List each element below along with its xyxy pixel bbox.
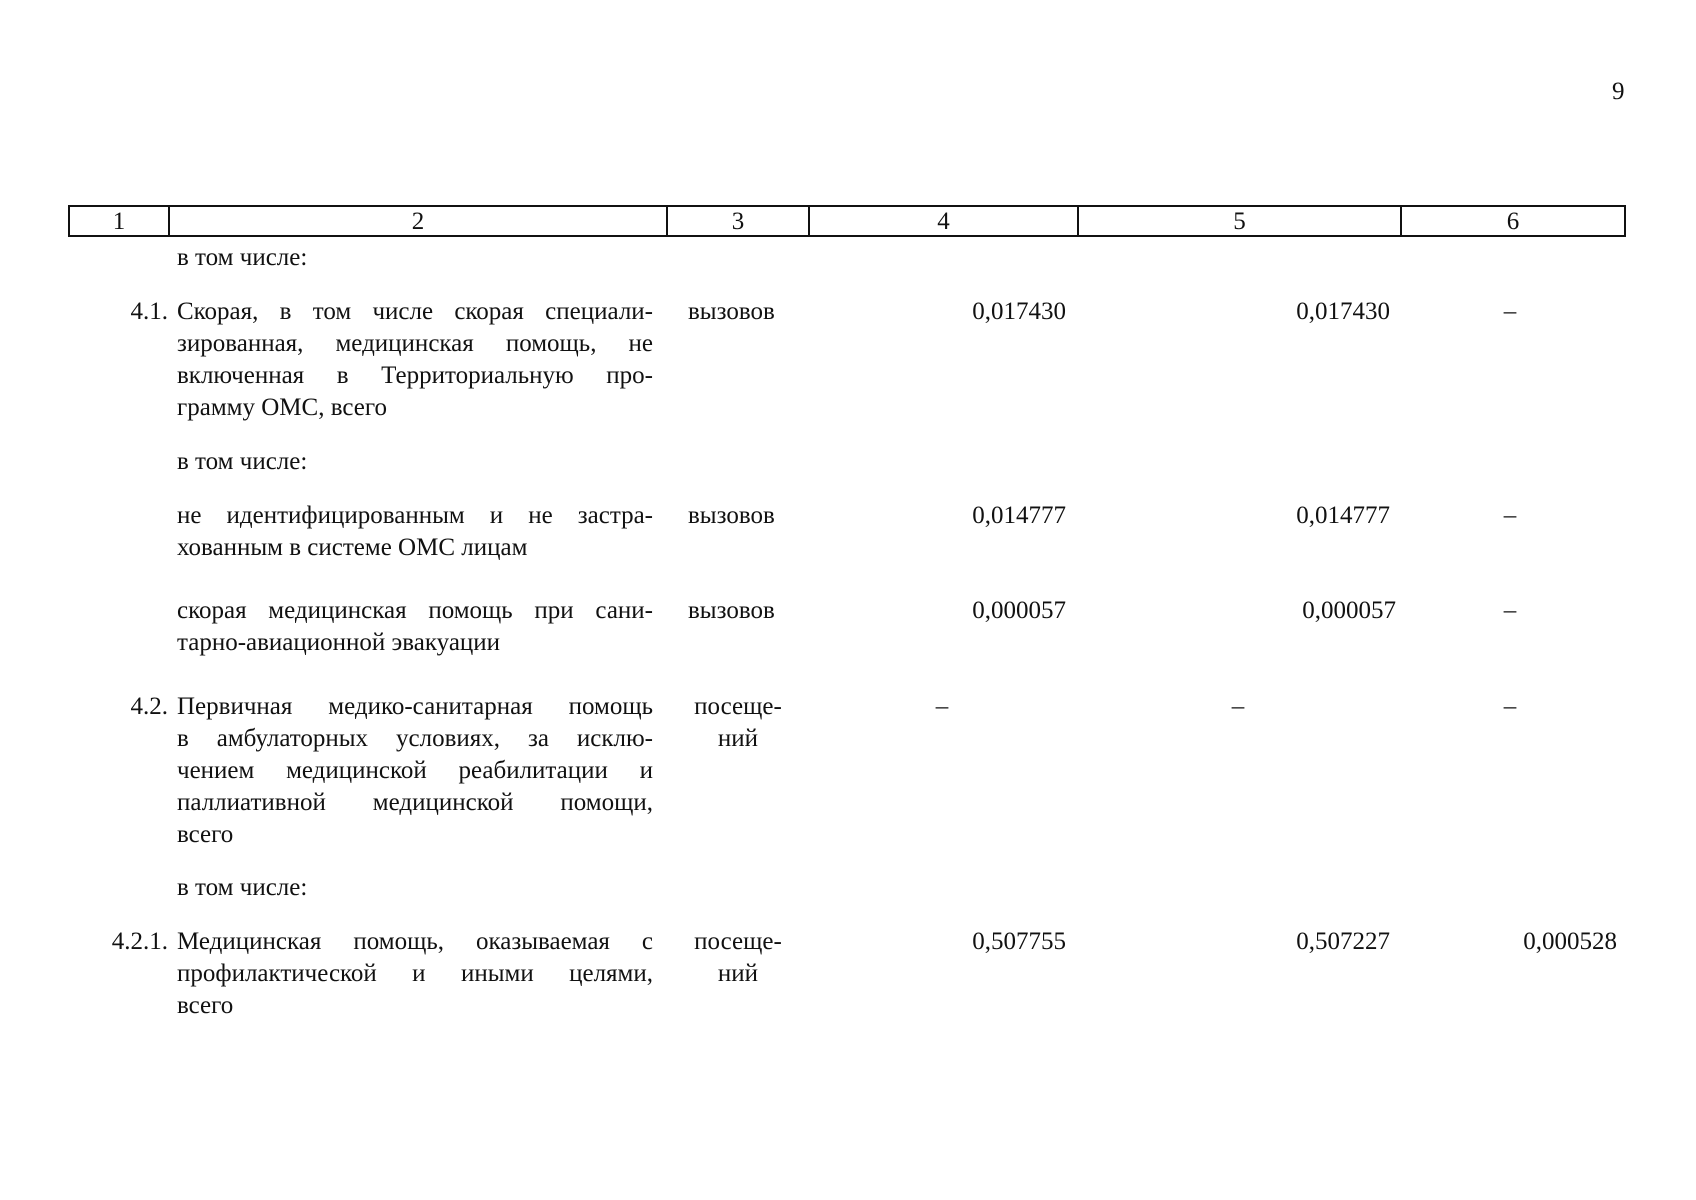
description-line: тарно-авиационной эвакуации [177, 629, 501, 656]
row-value-col6: – [1503, 693, 1517, 720]
description-line: Скорая, в том числе скорая специали- [177, 298, 653, 325]
description-line: паллиативной медицинской помощи, [177, 789, 653, 816]
row-value-col4: 0,014777 [972, 502, 1066, 529]
row-number: 4.2. [130, 693, 168, 720]
row-value-col5: 0,000057 [1302, 597, 1396, 624]
unit-line: ний [717, 960, 759, 987]
row-value-col4: – [935, 693, 949, 720]
unit-line: посеще- [694, 693, 782, 720]
row-value-col5: 0,507227 [1296, 928, 1390, 955]
description-line: включенная в Территориальную про- [177, 362, 653, 389]
row-label: в том числе: [177, 244, 308, 271]
description-line: Медицинская помощь, оказываемая с [177, 928, 653, 955]
row-value-col6: – [1503, 597, 1517, 624]
description-line: всего [177, 992, 234, 1019]
row-value-col6: – [1503, 502, 1517, 529]
description-line: чением медицинской реабилитации и [177, 757, 653, 784]
row-value-col5: – [1231, 693, 1245, 720]
row-value-col4: 0,000057 [972, 597, 1066, 624]
row-label: в том числе: [177, 874, 308, 901]
row-description [177, 926, 653, 1022]
row-unit: вызовов [688, 298, 775, 325]
row-value-col5: 0,017430 [1296, 298, 1390, 325]
row-number: 4.2.1. [111, 928, 168, 955]
row-unit [688, 926, 788, 990]
row-description [177, 296, 653, 424]
description-line: скорая медицинская помощь при сани- [177, 597, 653, 624]
row-value-col6: – [1503, 298, 1517, 325]
column-header-2: 2 [170, 207, 668, 235]
row-value-col4: 0,507755 [972, 928, 1066, 955]
column-header-6: 6 [1506, 208, 1520, 235]
row-unit: вызовов [688, 502, 775, 529]
row-label: в том числе: [177, 448, 308, 475]
row-value-col6: 0,000528 [1523, 928, 1617, 955]
page-number: 9 [1612, 78, 1625, 105]
column-header-5: 5 [1079, 207, 1402, 235]
description-line: всего [177, 821, 234, 848]
row-unit: вызовов [688, 597, 775, 624]
row-description [177, 691, 653, 851]
description-line: грамму ОМС, всего [177, 394, 387, 421]
row-description [177, 595, 653, 659]
row-number: 4.1. [130, 298, 168, 325]
description-line: Первичная медико-санитарная помощь [177, 693, 653, 720]
row-unit [688, 691, 788, 755]
description-line: зированная, медицинская помощь, не [177, 330, 653, 357]
description-line: в амбулаторных условиях, за исклю- [177, 725, 653, 752]
description-line: не идентифицированным и не застра- [177, 502, 653, 529]
column-header-4: 4 [810, 207, 1079, 235]
table-header [68, 205, 1626, 237]
unit-line: ний [717, 725, 759, 752]
unit-line: посеще- [694, 928, 782, 955]
row-value-col5: 0,014777 [1296, 502, 1390, 529]
row-description [177, 500, 653, 564]
column-header-3: 3 [668, 207, 810, 235]
description-line: хованным в системе ОМС лицам [177, 534, 528, 561]
row-value-col4: 0,017430 [972, 298, 1066, 325]
column-header-1: 1 [70, 207, 170, 235]
description-line: профилактической и иными целями, [177, 960, 653, 987]
